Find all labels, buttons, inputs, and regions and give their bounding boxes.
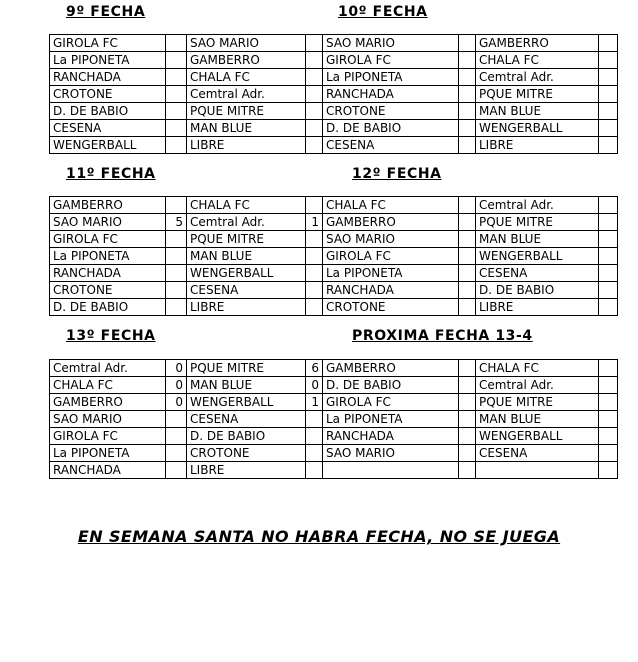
score-away-b-cell bbox=[599, 137, 618, 154]
score-home-a-cell bbox=[166, 69, 187, 86]
table-row bbox=[50, 428, 618, 445]
score-away-a-cell bbox=[306, 411, 323, 428]
team-home-b-cell: D. DE BABIO bbox=[323, 377, 459, 394]
score-away-b-cell bbox=[599, 360, 618, 377]
score-home-a-cell bbox=[166, 137, 187, 154]
team-home-b-cell: D. DE BABIO bbox=[323, 120, 459, 137]
team-home-a-cell: WENGERBALL bbox=[50, 137, 166, 154]
team-home-b-cell: CROTONE bbox=[323, 103, 459, 120]
table-row bbox=[50, 231, 618, 248]
score-home-a-cell bbox=[166, 411, 187, 428]
score-away-b-cell bbox=[599, 248, 618, 265]
team-away-a-cell: LIBRE bbox=[187, 137, 306, 154]
score-home-b-cell bbox=[459, 35, 476, 52]
team-away-b-cell: PQUE MITRE bbox=[476, 394, 599, 411]
team-away-b-cell: CESENA bbox=[476, 445, 599, 462]
score-away-b-cell bbox=[599, 86, 618, 103]
fixture-table-fecha-9-10 bbox=[49, 34, 618, 154]
team-away-a-cell: GAMBERRO bbox=[187, 52, 306, 69]
team-away-b-cell: PQUE MITRE bbox=[476, 86, 599, 103]
table-row bbox=[50, 120, 618, 137]
score-away-a-cell bbox=[306, 52, 323, 69]
score-home-b-cell bbox=[459, 377, 476, 394]
team-away-b-cell: CESENA bbox=[476, 265, 599, 282]
team-home-a-cell: CROTONE bbox=[50, 86, 166, 103]
table-row bbox=[50, 377, 618, 394]
score-home-a-cell bbox=[166, 120, 187, 137]
team-home-b-cell: SAO MARIO bbox=[323, 231, 459, 248]
score-home-b-cell bbox=[459, 248, 476, 265]
team-home-a-cell: RANCHADA bbox=[50, 265, 166, 282]
team-away-a-cell: WENGERBALL bbox=[187, 265, 306, 282]
team-home-a-cell: Cemtral Adr. bbox=[50, 360, 166, 377]
score-away-b-cell bbox=[599, 231, 618, 248]
score-away-a-cell bbox=[306, 462, 323, 479]
score-away-a-cell bbox=[306, 69, 323, 86]
team-away-a-cell: PQUE MITRE bbox=[187, 103, 306, 120]
score-home-a-cell bbox=[166, 282, 187, 299]
team-home-a-cell: La PIPONETA bbox=[50, 248, 166, 265]
score-away-a-cell: 1 bbox=[306, 214, 323, 231]
score-home-b-cell bbox=[459, 214, 476, 231]
team-home-a-cell: D. DE BABIO bbox=[50, 103, 166, 120]
score-home-b-cell bbox=[459, 69, 476, 86]
team-away-a-cell: CESENA bbox=[187, 282, 306, 299]
team-home-a-cell: GIROLA FC bbox=[50, 35, 166, 52]
score-away-b-cell bbox=[599, 377, 618, 394]
team-home-a-cell: La PIPONETA bbox=[50, 52, 166, 69]
score-home-b-cell bbox=[459, 411, 476, 428]
score-home-a-cell bbox=[166, 299, 187, 316]
score-home-a-cell bbox=[166, 445, 187, 462]
table-row bbox=[50, 282, 618, 299]
table-row bbox=[50, 103, 618, 120]
score-home-b-cell bbox=[459, 462, 476, 479]
score-home-b-cell bbox=[459, 197, 476, 214]
table-row bbox=[50, 265, 618, 282]
score-home-b-cell bbox=[459, 445, 476, 462]
score-away-b-cell bbox=[599, 265, 618, 282]
team-home-a-cell: GAMBERRO bbox=[50, 197, 166, 214]
team-away-a-cell: PQUE MITRE bbox=[187, 360, 306, 377]
score-home-b-cell bbox=[459, 428, 476, 445]
table-row bbox=[50, 462, 618, 479]
table-row bbox=[50, 52, 618, 69]
score-home-a-cell: 5 bbox=[166, 214, 187, 231]
team-home-a-cell: GIROLA FC bbox=[50, 428, 166, 445]
fixture-table-fecha-11-12 bbox=[49, 196, 618, 316]
team-home-a-cell: La PIPONETA bbox=[50, 445, 166, 462]
score-home-a-cell bbox=[166, 103, 187, 120]
team-away-a-cell: MAN BLUE bbox=[187, 248, 306, 265]
team-home-a-cell: CROTONE bbox=[50, 282, 166, 299]
team-home-b-cell: RANCHADA bbox=[323, 282, 459, 299]
score-away-b-cell bbox=[599, 462, 618, 479]
score-home-a-cell bbox=[166, 52, 187, 69]
team-home-b-cell: SAO MARIO bbox=[323, 35, 459, 52]
team-home-b-cell: La PIPONETA bbox=[323, 411, 459, 428]
score-away-b-cell bbox=[599, 120, 618, 137]
score-away-a-cell bbox=[306, 231, 323, 248]
score-home-b-cell bbox=[459, 103, 476, 120]
score-away-b-cell bbox=[599, 299, 618, 316]
team-away-a-cell: D. DE BABIO bbox=[187, 428, 306, 445]
score-away-a-cell bbox=[306, 282, 323, 299]
score-home-b-cell bbox=[459, 394, 476, 411]
score-home-a-cell bbox=[166, 428, 187, 445]
team-away-a-cell: PQUE MITRE bbox=[187, 231, 306, 248]
team-home-b-cell: GIROLA FC bbox=[323, 394, 459, 411]
team-home-b-cell: RANCHADA bbox=[323, 428, 459, 445]
title-fecha-9: 9º FECHA bbox=[66, 4, 146, 20]
score-away-a-cell: 0 bbox=[306, 377, 323, 394]
team-away-b-cell: LIBRE bbox=[476, 299, 599, 316]
table-row bbox=[50, 35, 618, 52]
title-proxima-fecha: PROXIMA FECHA 13-4 bbox=[352, 328, 533, 344]
score-home-b-cell bbox=[459, 299, 476, 316]
score-away-a-cell bbox=[306, 197, 323, 214]
team-away-a-cell: CHALA FC bbox=[187, 197, 306, 214]
score-home-a-cell: 0 bbox=[166, 360, 187, 377]
table-row bbox=[50, 69, 618, 86]
team-away-a-cell: MAN BLUE bbox=[187, 120, 306, 137]
team-home-b-cell: CROTONE bbox=[323, 299, 459, 316]
score-away-b-cell bbox=[599, 394, 618, 411]
team-away-b-cell: LIBRE bbox=[476, 137, 599, 154]
team-home-a-cell: SAO MARIO bbox=[50, 411, 166, 428]
team-home-b-cell: La PIPONETA bbox=[323, 265, 459, 282]
team-home-b-cell: GAMBERRO bbox=[323, 360, 459, 377]
score-home-a-cell bbox=[166, 231, 187, 248]
team-home-b-cell bbox=[323, 462, 459, 479]
team-away-b-cell: CHALA FC bbox=[476, 52, 599, 69]
score-home-a-cell: 0 bbox=[166, 394, 187, 411]
team-away-b-cell: WENGERBALL bbox=[476, 248, 599, 265]
team-home-a-cell: CHALA FC bbox=[50, 377, 166, 394]
team-away-a-cell: LIBRE bbox=[187, 299, 306, 316]
score-home-b-cell bbox=[459, 360, 476, 377]
fixture-table-fecha-13-proxima bbox=[49, 359, 618, 479]
team-home-a-cell: GAMBERRO bbox=[50, 394, 166, 411]
table-row bbox=[50, 360, 618, 377]
team-home-a-cell: SAO MARIO bbox=[50, 214, 166, 231]
score-away-a-cell bbox=[306, 265, 323, 282]
team-away-b-cell: Cemtral Adr. bbox=[476, 69, 599, 86]
score-away-a-cell bbox=[306, 299, 323, 316]
team-home-a-cell: D. DE BABIO bbox=[50, 299, 166, 316]
team-away-b-cell: PQUE MITRE bbox=[476, 214, 599, 231]
table-row bbox=[50, 248, 618, 265]
score-home-a-cell bbox=[166, 35, 187, 52]
team-home-b-cell: CHALA FC bbox=[323, 197, 459, 214]
score-away-a-cell: 1 bbox=[306, 394, 323, 411]
team-home-a-cell: CESENA bbox=[50, 120, 166, 137]
team-away-a-cell: Cemtral Adr. bbox=[187, 86, 306, 103]
team-home-b-cell: GAMBERRO bbox=[323, 214, 459, 231]
score-home-a-cell bbox=[166, 248, 187, 265]
table-row bbox=[50, 411, 618, 428]
team-away-b-cell: MAN BLUE bbox=[476, 411, 599, 428]
score-away-b-cell bbox=[599, 282, 618, 299]
team-home-b-cell: GIROLA FC bbox=[323, 52, 459, 69]
team-away-a-cell: CHALA FC bbox=[187, 69, 306, 86]
team-away-a-cell: CROTONE bbox=[187, 445, 306, 462]
table-row bbox=[50, 445, 618, 462]
title-fecha-13: 13º FECHA bbox=[66, 328, 156, 344]
score-home-a-cell bbox=[166, 86, 187, 103]
table-row bbox=[50, 197, 618, 214]
table-row bbox=[50, 214, 618, 231]
score-home-b-cell bbox=[459, 86, 476, 103]
score-away-a-cell bbox=[306, 248, 323, 265]
table-row bbox=[50, 86, 618, 103]
score-away-b-cell bbox=[599, 214, 618, 231]
title-fecha-10: 10º FECHA bbox=[338, 4, 428, 20]
score-home-a-cell bbox=[166, 265, 187, 282]
score-home-b-cell bbox=[459, 52, 476, 69]
team-away-a-cell: LIBRE bbox=[187, 462, 306, 479]
team-home-b-cell: GIROLA FC bbox=[323, 248, 459, 265]
table-row bbox=[50, 137, 618, 154]
team-away-a-cell: Cemtral Adr. bbox=[187, 214, 306, 231]
score-away-b-cell bbox=[599, 197, 618, 214]
score-away-a-cell bbox=[306, 445, 323, 462]
score-home-b-cell bbox=[459, 282, 476, 299]
score-home-a-cell bbox=[166, 462, 187, 479]
score-home-a-cell bbox=[166, 197, 187, 214]
score-home-b-cell bbox=[459, 231, 476, 248]
score-away-b-cell bbox=[599, 411, 618, 428]
score-away-b-cell bbox=[599, 35, 618, 52]
team-away-a-cell: WENGERBALL bbox=[187, 394, 306, 411]
score-away-a-cell bbox=[306, 103, 323, 120]
score-home-b-cell bbox=[459, 120, 476, 137]
team-away-b-cell: MAN BLUE bbox=[476, 231, 599, 248]
team-away-b-cell: MAN BLUE bbox=[476, 103, 599, 120]
team-away-a-cell: MAN BLUE bbox=[187, 377, 306, 394]
footer-notice: EN SEMANA SANTA NO HABRA FECHA, NO SE JUEGA bbox=[77, 527, 561, 546]
score-away-a-cell bbox=[306, 428, 323, 445]
score-away-b-cell bbox=[599, 103, 618, 120]
team-away-b-cell: Cemtral Adr. bbox=[476, 377, 599, 394]
team-home-b-cell: CESENA bbox=[323, 137, 459, 154]
score-away-a-cell bbox=[306, 35, 323, 52]
score-away-a-cell bbox=[306, 86, 323, 103]
score-home-b-cell bbox=[459, 265, 476, 282]
team-home-a-cell: GIROLA FC bbox=[50, 231, 166, 248]
team-home-a-cell: RANCHADA bbox=[50, 462, 166, 479]
score-away-a-cell bbox=[306, 120, 323, 137]
team-home-a-cell: RANCHADA bbox=[50, 69, 166, 86]
team-away-b-cell: Cemtral Adr. bbox=[476, 197, 599, 214]
title-fecha-11: 11º FECHA bbox=[66, 166, 156, 182]
team-away-a-cell: SAO MARIO bbox=[187, 35, 306, 52]
title-fecha-12: 12º FECHA bbox=[352, 166, 442, 182]
score-away-a-cell bbox=[306, 137, 323, 154]
score-home-b-cell bbox=[459, 137, 476, 154]
team-away-b-cell: WENGERBALL bbox=[476, 428, 599, 445]
score-home-a-cell: 0 bbox=[166, 377, 187, 394]
team-away-b-cell: WENGERBALL bbox=[476, 120, 599, 137]
score-away-a-cell: 6 bbox=[306, 360, 323, 377]
team-away-b-cell: D. DE BABIO bbox=[476, 282, 599, 299]
table-row bbox=[50, 394, 618, 411]
score-away-b-cell bbox=[599, 52, 618, 69]
team-home-b-cell: SAO MARIO bbox=[323, 445, 459, 462]
score-away-b-cell bbox=[599, 428, 618, 445]
table-row bbox=[50, 299, 618, 316]
team-home-b-cell: RANCHADA bbox=[323, 86, 459, 103]
team-away-b-cell: CHALA FC bbox=[476, 360, 599, 377]
team-home-b-cell: La PIPONETA bbox=[323, 69, 459, 86]
score-away-b-cell bbox=[599, 69, 618, 86]
team-away-b-cell bbox=[476, 462, 599, 479]
team-away-b-cell: GAMBERRO bbox=[476, 35, 599, 52]
score-away-b-cell bbox=[599, 445, 618, 462]
team-away-a-cell: CESENA bbox=[187, 411, 306, 428]
